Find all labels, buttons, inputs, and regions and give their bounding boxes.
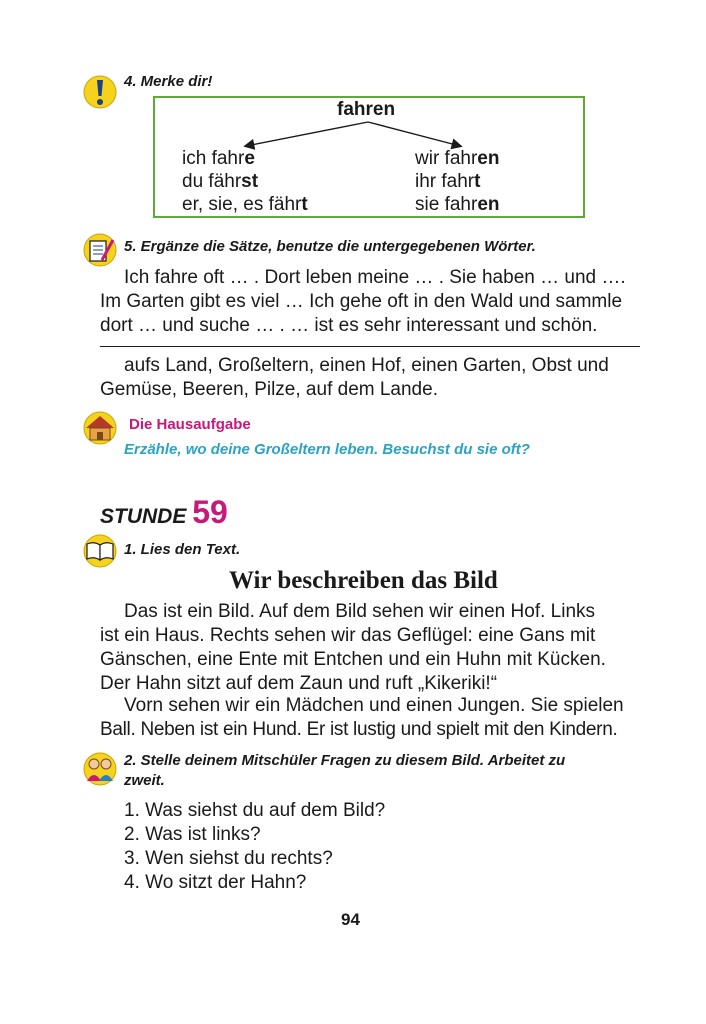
homework-title: Die Hausaufgabe — [129, 416, 251, 433]
text-line-3: Gänschen, eine Ente mit Entchen und ein Huhn mit Kücken. — [100, 649, 606, 670]
form-ich: ich fahre — [182, 148, 255, 169]
text-line-2: ist ein Haus. Rechts sehen wir das Geflügel: eine Gans mit — [100, 625, 596, 646]
exclamation-icon — [82, 74, 118, 110]
form-er-sie-es: er, sie, es fährt — [182, 194, 308, 215]
task-1-title: 1. Lies den Text. — [124, 541, 241, 558]
form-ihr: ihr fahrt — [415, 171, 481, 192]
verb-fahren: fahren — [337, 99, 396, 120]
text-line-6: Ball. Neben ist ein Hund. Er ist lustig und spielt mit den Kindern. — [100, 719, 618, 740]
question-2: 2. Was ist links? — [124, 824, 261, 845]
task-5-title: 5. Ergänze die Sätze, benutze die untergegebenen Wörter. — [124, 238, 536, 255]
text-line-5: Vorn sehen wir ein Mädchen und einen Jungen. Sie spielen — [124, 695, 624, 716]
form-wir: wir fahren — [415, 148, 500, 169]
page-number: 94 — [341, 910, 360, 929]
house-icon — [82, 410, 118, 446]
two-children-icon — [82, 751, 118, 787]
question-1: 1. Was siehst du auf dem Bild? — [124, 800, 386, 821]
task-4-title: 4. Merke dir! — [124, 73, 213, 90]
word-list-line-1: aufs Land, Großeltern, einen Hof, einen Garten, Obst und — [124, 355, 609, 376]
divider-line — [100, 346, 640, 347]
question-3: 3. Wen siehst du rechts? — [124, 848, 333, 869]
lesson-number: 59 — [192, 494, 228, 530]
notebook-pencil-icon — [82, 232, 118, 268]
task-2-title-line-1: 2. Stelle deinem Mitschüler Fragen zu diesem Bild. Arbeitet zu — [124, 752, 566, 769]
task-5-line-2: Im Garten gibt es viel … Ich gehe oft in den Wald und sammle — [100, 291, 623, 312]
task-5-line-1: Ich fahre oft … . Dort leben meine … . Sie haben … und …. — [124, 267, 626, 288]
task-5-line-3: dort … und suche … . … ist es sehr interessant und schön. — [100, 315, 598, 336]
text-line-1: Das ist ein Bild. Auf dem Bild sehen wir einen Hof. Links — [124, 601, 596, 622]
lesson-label: STUNDE — [100, 505, 187, 528]
task-2-title-line-2: zweit. — [124, 772, 165, 789]
question-4: 4. Wo sitzt der Hahn? — [124, 872, 307, 893]
text-title: Wir beschreiben das Bild — [229, 567, 498, 594]
form-sie: sie fahren — [415, 194, 500, 215]
form-du: du fährst — [182, 171, 259, 192]
lesson-header — [100, 494, 228, 531]
text-line-4: Der Hahn sitzt auf dem Zaun und ruft „Kikeriki!“ — [100, 673, 498, 694]
word-list-line-2: Gemüse, Beeren, Pilze, auf dem Lande. — [100, 379, 438, 400]
homework-text: Erzähle, wo deine Großeltern leben. Besuchst du sie oft? — [124, 441, 530, 458]
open-book-icon — [82, 533, 118, 569]
